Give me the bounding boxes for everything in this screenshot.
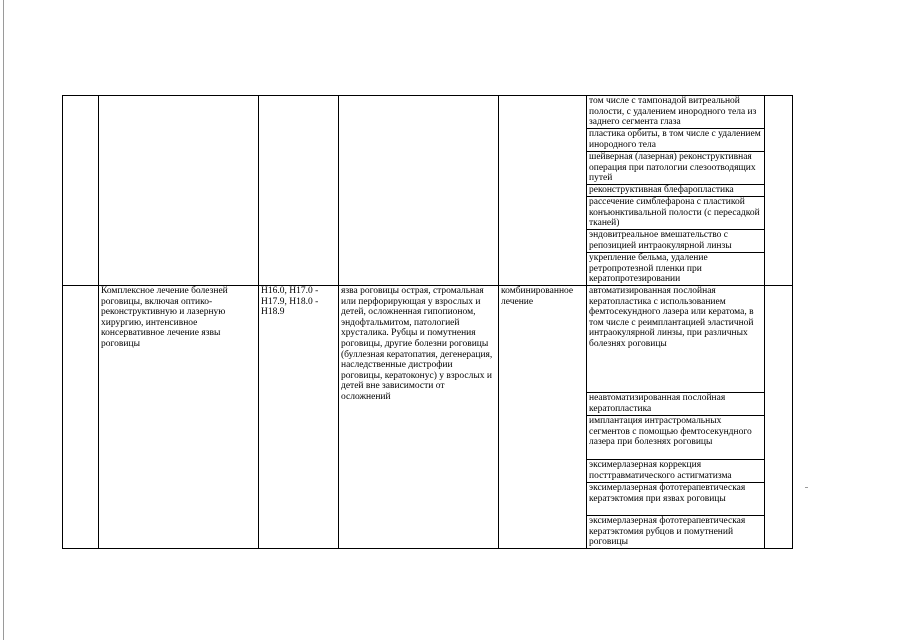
method-cell: том числе с тампонадой витреальной полости, с удалением инородного тела из заднего сегмента глаза — [587, 96, 765, 129]
icd-cell — [259, 96, 339, 286]
method-cell: укрепление бельма, удаление ретропротезной пленки при кератопротезировании — [587, 253, 765, 286]
method-cell: шейверная (лазерная) реконструктивная операция при патологии слезоотводящих путей — [587, 152, 765, 185]
number-cell — [63, 96, 99, 286]
tariff-cell — [765, 286, 793, 549]
method-cell: реконструктивная блефаропластика — [587, 185, 765, 197]
method-cell: неавтоматизированная послойная кератопластика — [587, 393, 765, 416]
profile-cell: Комплексное лечение болезней роговицы, включая оптико-реконструктивную и лазерную хирургию, интенсивное консервативное лечение язвы роговицы — [99, 286, 259, 549]
icd-cell: H16.0, H17.0 - H17.9, H18.0 - H18.9 — [259, 286, 339, 549]
scan-speck — [805, 487, 808, 488]
table-row — [63, 96, 793, 129]
method-cell: эксимерлазерная коррекция посттравматического астигматизма — [587, 460, 765, 483]
treatment-type-cell: комбинированное лечение — [499, 286, 587, 549]
method-cell: пластика орбиты, в том числе с удалением инородного тела — [587, 129, 765, 152]
patient-model-cell: язва роговицы острая, стромальная или перфорирующая у взрослых и детей, осложненная гипопионом, эндофтальмитом, патологией хрусталика. Рубцы и помутнения роговицы, другие болезни роговицы (буллезная кератопатия, дегенерация, наследственные дистрофии роговицы, кератоконус) у взрослых и детей вне зависимости от осложнений — [339, 286, 499, 549]
method-cell: рассечение симблефарона с пластикой конъюнктивальной полости (с пересадкой тканей) — [587, 197, 765, 230]
tariff-cell — [765, 96, 793, 286]
treatment-table — [62, 95, 793, 549]
method-cell: автоматизированная послойная кератопластика с использованием фемтосекундного лазера или кератома, в том числе с реимплантацией эластичной интраокулярной линзы, при различных болезнях роговицы — [587, 286, 765, 393]
patient-model-cell — [339, 96, 499, 286]
method-cell: эндовитреальное вмешательство с репозицией интраокулярной линзы — [587, 230, 765, 253]
method-cell: эксимерлазерная фототерапевтическая кератэктомия рубцов и помутнений роговицы — [587, 516, 765, 549]
scan-edge-line — [3, 0, 4, 640]
method-cell: эксимерлазерная фототерапевтическая кератэктомия при язвах роговицы — [587, 483, 765, 516]
table-row — [63, 286, 793, 393]
number-cell — [63, 286, 99, 549]
method-cell: имплантация интрастромальных сегментов с помощью фемтосекундного лазера при болезнях роговицы — [587, 416, 765, 460]
profile-cell — [99, 96, 259, 286]
treatment-type-cell — [499, 96, 587, 286]
